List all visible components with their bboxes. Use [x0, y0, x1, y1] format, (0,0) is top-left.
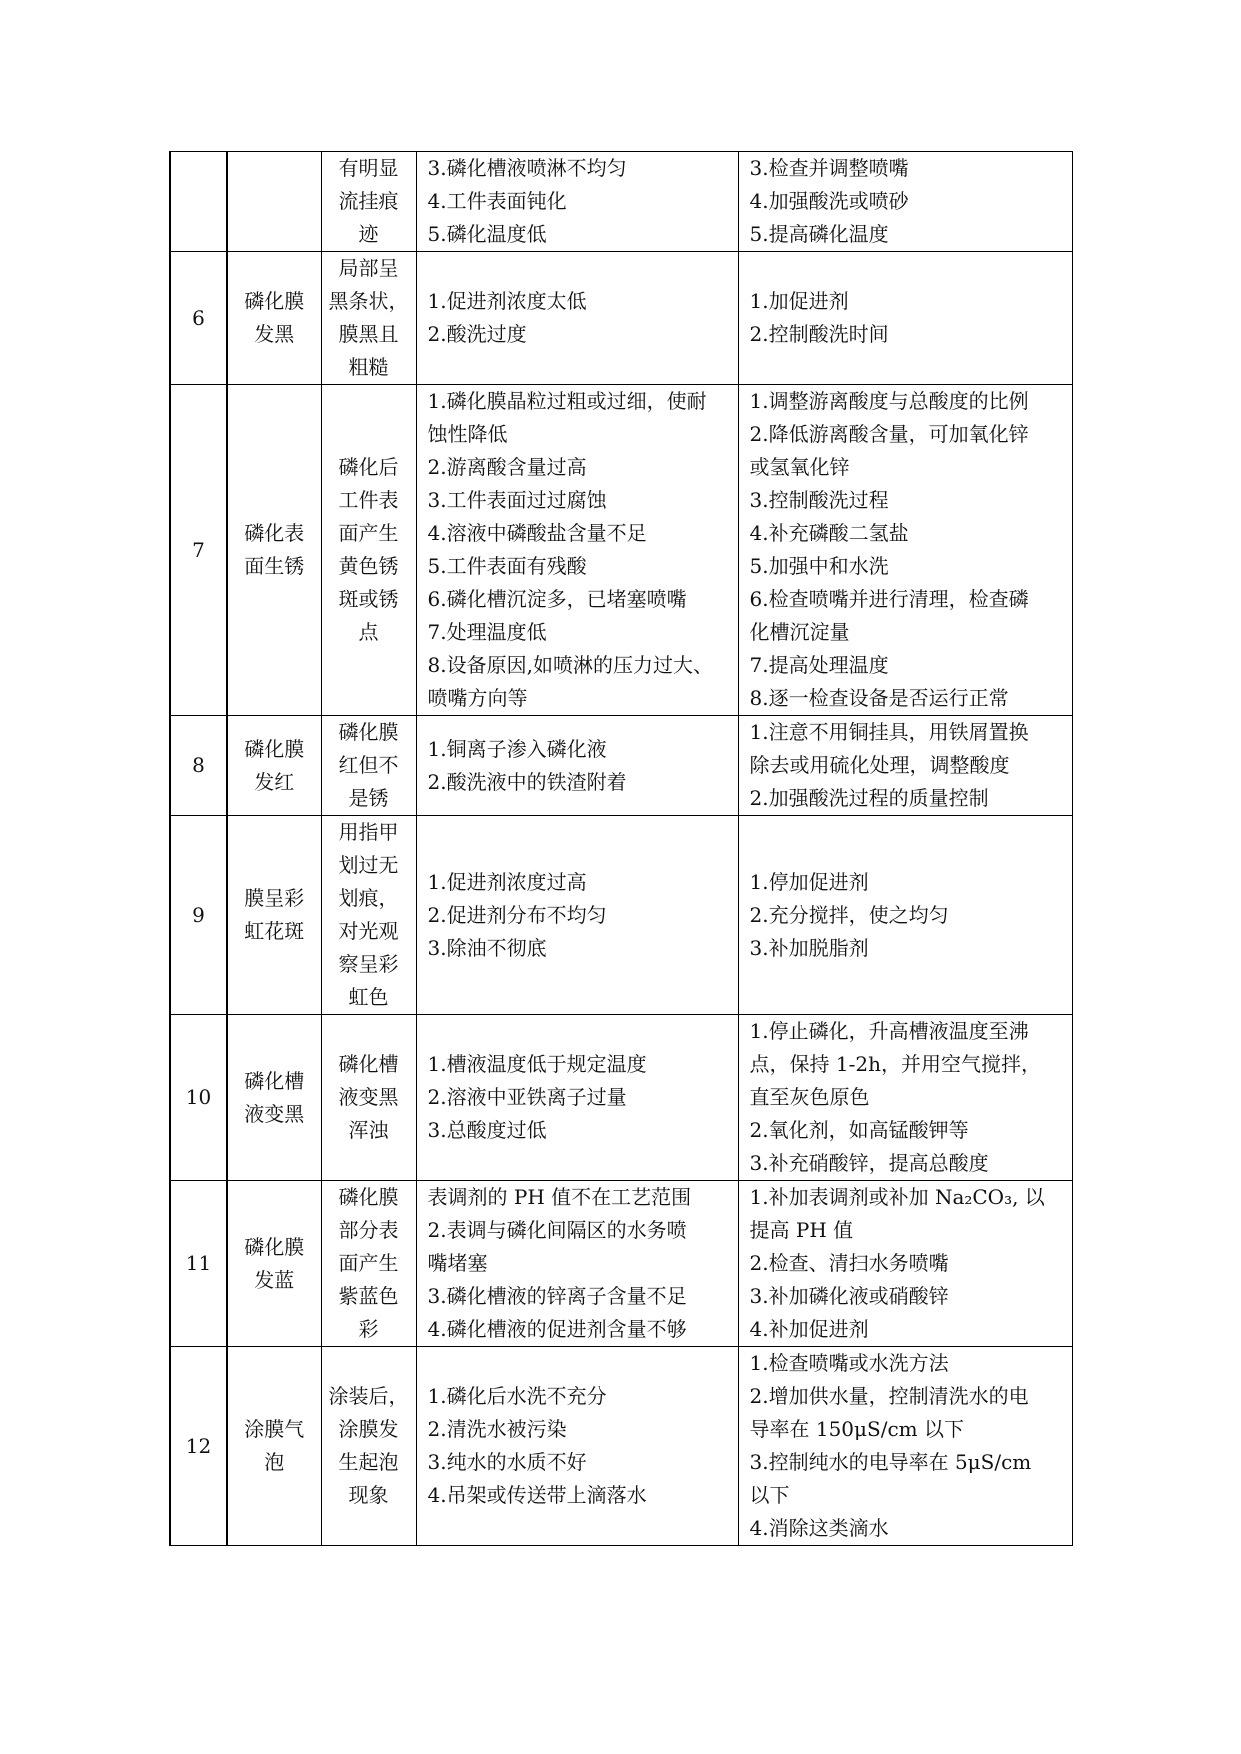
cell-line: 5.工件表面有残酸 [427, 554, 587, 578]
remedy-cell [738, 1181, 1072, 1347]
cell-line: 以下 [749, 1483, 790, 1507]
cell-line: 2.酸洗液中的铁渣附着 [427, 769, 627, 794]
cell-line: 1.停加促进剂 [749, 869, 869, 894]
cell-line: 导率在 150μS/cm 以下 [749, 1417, 964, 1441]
table-row [170, 1015, 1072, 1181]
cause-cell [416, 1181, 738, 1347]
cell-line: 点 [358, 620, 379, 644]
table-row [170, 385, 1072, 716]
cell-line: 是锈 [348, 786, 389, 810]
cell-line: 6.磷化槽沉淀多，已堵塞喷嘴 [427, 587, 687, 611]
cell-line: 流挂痕 [338, 189, 399, 213]
cell-line: 3.工件表面过过腐蚀 [427, 488, 607, 512]
cell-line: 蚀性降低 [427, 422, 508, 446]
symptom-cell [321, 1015, 416, 1181]
symptom-cell [321, 385, 416, 716]
cell-line: 2.促进剂分布不均匀 [427, 902, 607, 927]
remedy-cell [738, 385, 1072, 716]
cell-line: 2.加强酸洗过程的质量控制 [749, 786, 989, 810]
cell-line: 浑浊 [348, 1118, 389, 1142]
cell-line: 2.控制酸洗时间 [749, 322, 889, 346]
symptom-cell [321, 252, 416, 385]
cell-line: 局部呈 [338, 256, 399, 280]
cell-line: 磷化膜 [244, 736, 305, 761]
cell-line: 涂膜气 [244, 1417, 305, 1441]
cell-line: 化槽沉淀量 [749, 620, 850, 644]
cause-cell [416, 152, 738, 252]
cell-line: 1.补加表调剂或补加 Na₂CO₃, 以 [749, 1185, 1045, 1209]
row-number [170, 816, 227, 1015]
cell-line: 磷化膜 [338, 1185, 399, 1209]
row-number [170, 1181, 227, 1347]
cell-line: 2.氧化剂，如高锰酸钾等 [749, 1118, 969, 1142]
cell-line: 虹花斑 [244, 919, 305, 943]
cell-line: 3.补充硝酸锌，提高总酸度 [749, 1151, 989, 1175]
cell-line: 2.游离酸含量过高 [427, 455, 587, 479]
cell-line: 用指甲 [338, 820, 399, 844]
cell-line: 有明显 [338, 156, 399, 180]
cell-line: 发红 [254, 769, 295, 794]
cell-line: 1.检查喷嘴或水洗方法 [749, 1351, 949, 1375]
cell-line: 2.充分搅拌，使之均匀 [749, 902, 949, 927]
cell-line: 2.酸洗过度 [427, 322, 527, 346]
cause-cell [416, 252, 738, 385]
cell-line: 斑或锈 [338, 587, 399, 611]
table-row [170, 816, 1072, 1015]
cell-line: 1.磷化后水洗不充分 [427, 1384, 607, 1408]
cell-line: 磷化后 [338, 455, 399, 479]
row-number-text: 8 [192, 753, 205, 777]
row-number [170, 1015, 227, 1181]
cell-line: 4.加强酸洗或喷砂 [749, 189, 909, 213]
cell-line: 泡 [264, 1450, 285, 1474]
cell-line: 1.调整游离酸度与总酸度的比例 [749, 389, 1029, 413]
cell-line: 3.控制酸洗过程 [749, 488, 889, 512]
cell-line: 4.补加促进剂 [749, 1317, 869, 1341]
cell-line: 直至灰色原色 [749, 1085, 870, 1109]
cell-line: 磷化膜 [338, 720, 399, 744]
cause-cell [416, 1347, 738, 1546]
cell-line: 4.补充磷酸二氢盐 [749, 521, 909, 545]
cell-line: 3.检查并调整喷嘴 [749, 156, 909, 180]
cell-line: 3.磷化槽液的锌离子含量不足 [427, 1284, 687, 1308]
cell-line: 黄色锈 [338, 554, 399, 578]
row-number-text: 12 [185, 1433, 212, 1458]
cell-line: 涂膜发 [338, 1417, 399, 1441]
cell-line: 5.磷化温度低 [427, 222, 547, 246]
cell-line: 1.促进剂浓度过高 [427, 869, 587, 894]
cell-line: 紫蓝色 [338, 1284, 399, 1308]
cell-line: 4.消除这类滴水 [749, 1516, 889, 1540]
cell-line: 察呈彩 [338, 952, 399, 976]
cell-line: 3.总酸度过低 [427, 1118, 547, 1142]
cell-line: 膜呈彩 [244, 886, 305, 910]
row-number-text: 7 [192, 537, 205, 562]
cell-line: 3.控制纯水的电导率在 5μS/cm [749, 1450, 1032, 1474]
cell-line: 磷化膜 [244, 289, 305, 313]
cell-line: 3.除油不彻底 [427, 935, 547, 960]
cell-line: 划过无 [338, 853, 399, 877]
cell-line: 2.清洗水被污染 [427, 1417, 567, 1441]
table-row [170, 252, 1072, 385]
cell-line: 除去或用硫化处理，调整酸度 [749, 753, 1010, 777]
cell-line: 8.设备原因,如喷淋的压力过大、 [427, 653, 713, 677]
cell-line: 2.降低游离酸含量，可加氧化锌 [749, 422, 1029, 446]
cell-line: 3.磷化槽液喷淋不均匀 [427, 156, 627, 180]
row-number [170, 716, 227, 816]
cell-line: 1.磷化膜晶粒过粗或过细，使耐 [427, 389, 707, 413]
cell-line: 4.工件表面钝化 [427, 189, 567, 213]
remedy-cell [738, 816, 1072, 1015]
cell-line: 2.溶液中亚铁离子过量 [427, 1085, 627, 1109]
row-number [170, 1347, 227, 1546]
symptom-cell [321, 152, 416, 252]
cell-line: 面产生 [338, 1251, 399, 1275]
symptom-cell [321, 1347, 416, 1546]
row-number-text: 11 [185, 1251, 212, 1275]
cell-line: 发蓝 [254, 1267, 295, 1292]
cell-line: 划痕， [338, 886, 399, 910]
symptom-cell [321, 816, 416, 1015]
row-number [170, 152, 227, 252]
cell-line: 磷化表 [244, 521, 305, 545]
cell-line: 2.表调与磷化间隔区的水务喷 [427, 1218, 687, 1242]
cell-line: 7.提高处理温度 [749, 653, 889, 677]
cell-line: 4.吊架或传送带上滴落水 [427, 1483, 647, 1507]
defect-name-cell [227, 385, 321, 716]
table-row [170, 152, 1072, 252]
cell-line: 工件表 [338, 488, 399, 512]
row-number-text: 10 [185, 1085, 212, 1109]
cell-line: 或氢氧化锌 [749, 455, 850, 479]
remedy-cell [738, 1347, 1072, 1546]
cell-line: 3.纯水的水质不好 [427, 1450, 587, 1474]
cell-line: 2.检查、清扫水务喷嘴 [749, 1251, 949, 1275]
cause-cell [416, 716, 738, 816]
cell-line: 表调剂的 PH 值不在工艺范围 [427, 1185, 692, 1209]
cell-line: 点，保持 1-2h，并用空气搅拌， [749, 1052, 1041, 1076]
cell-line: 现象 [348, 1483, 389, 1507]
defect-name-cell [227, 252, 321, 385]
cell-line: 彩 [358, 1317, 379, 1341]
row-number [170, 252, 227, 385]
cell-line: 3.补加脱脂剂 [749, 935, 869, 960]
cell-line: 1.促进剂浓度太低 [427, 289, 587, 313]
cause-cell [416, 816, 738, 1015]
defect-name-cell [227, 1347, 321, 1546]
cell-line: 6.检查喷嘴并进行清理，检查磷 [749, 587, 1029, 611]
cell-line: 4.溶液中磷酸盐含量不足 [427, 521, 647, 545]
row-number [170, 385, 227, 716]
cell-line: 涂装后， [328, 1384, 409, 1408]
cell-line: 磷化膜 [244, 1234, 305, 1259]
cell-line: 磷化槽 [338, 1052, 399, 1076]
row-number-text: 9 [192, 902, 205, 927]
cell-line: 5.提高磷化温度 [749, 222, 889, 246]
row-number-text: 6 [192, 305, 205, 330]
cell-line: 1.注意不用铜挂具，用铁屑置换 [749, 720, 1029, 744]
cell-line: 嘴堵塞 [427, 1251, 488, 1275]
defect-name-cell [227, 1181, 321, 1347]
cell-line: 液变黑 [244, 1101, 305, 1126]
remedy-cell [738, 1015, 1072, 1181]
symptom-cell [321, 716, 416, 816]
cell-line: 粗糙 [348, 355, 389, 379]
cell-line: 液变黑 [338, 1085, 399, 1109]
cell-line: 发黑 [254, 322, 295, 346]
cell-line: 磷化槽 [244, 1068, 305, 1093]
cell-line: 喷嘴方向等 [427, 686, 528, 710]
symptom-cell [321, 1181, 416, 1347]
cell-line: 对光观 [338, 919, 399, 943]
table-row [170, 1347, 1072, 1546]
cell-line: 7.处理温度低 [427, 620, 547, 644]
cell-line: 3.补加磷化液或硝酸锌 [749, 1284, 949, 1308]
cell-line: 提高 PH 值 [749, 1218, 854, 1242]
cell-line: 5.加强中和水洗 [749, 554, 889, 578]
table-row [170, 1181, 1072, 1347]
cell-line: 迹 [358, 222, 379, 246]
cell-line: 2.增加供水量，控制清洗水的电 [749, 1384, 1029, 1408]
defect-name-cell [227, 716, 321, 816]
cell-line: 1.停止磷化，升高槽液温度至沸 [749, 1019, 1029, 1043]
cause-cell [416, 385, 738, 716]
cell-line: 膜黑且 [338, 322, 399, 346]
remedy-cell [738, 716, 1072, 816]
cell-line: 1.槽液温度低于规定温度 [427, 1052, 647, 1076]
cell-line: 黑条状， [328, 289, 409, 313]
cell-line: 1.加促进剂 [749, 289, 849, 313]
cell-line: 8.逐一检查设备是否运行正常 [749, 686, 1009, 710]
cell-line: 面产生 [338, 521, 399, 545]
cell-line: 部分表 [338, 1218, 399, 1242]
cell-line: 红但不 [338, 753, 399, 777]
troubleshooting-table [169, 151, 1073, 1546]
cell-line: 生起泡 [338, 1450, 399, 1474]
cause-cell [416, 1015, 738, 1181]
cell-line: 4.磷化槽液的促进剂含量不够 [427, 1317, 687, 1341]
remedy-cell [738, 152, 1072, 252]
cell-line: 面生锈 [244, 554, 305, 578]
defect-name-cell [227, 1015, 321, 1181]
defect-name-cell [227, 816, 321, 1015]
defect-name-cell [227, 152, 321, 252]
cell-line: 1.铜离子渗入磷化液 [427, 736, 607, 761]
cell-line: 虹色 [348, 985, 389, 1009]
remedy-cell [738, 252, 1072, 385]
table-row [170, 716, 1072, 816]
